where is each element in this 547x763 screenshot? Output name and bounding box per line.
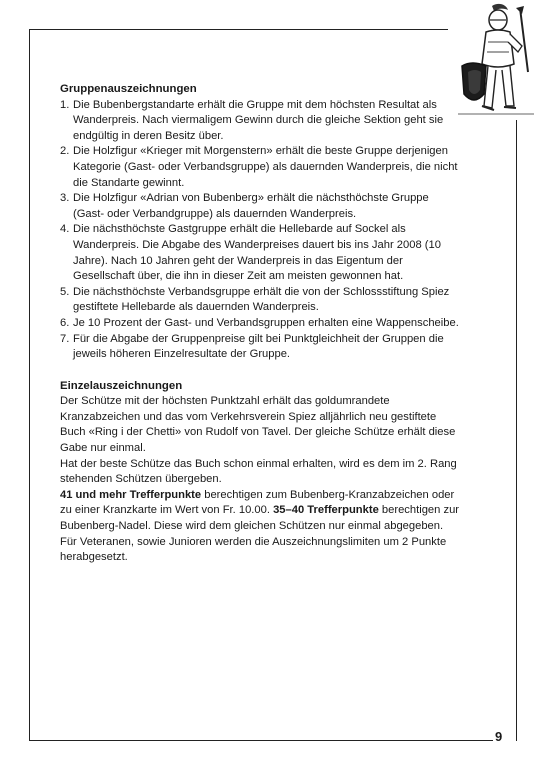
individual-awards-section	[60, 379, 460, 566]
individual-paragraph-2: Hat der beste Schütze das Buch schon einmal erhalten, wird es dem im 2. Rang stehenden Schützen übergeben.	[60, 457, 457, 486]
individual-paragraph-3: 41 und mehr Trefferpunkte berechtigen zum Bubenberg-Kranzabzeichen oder zu einer Kranzkarte im Wert von Fr. 10.00. 35–40 Trefferpunkte berechtigen zur Bubenberg-Nadel. Diese wird dem gleichen Schützen nur einmal abgegeben.	[60, 488, 460, 533]
list-item: 3. Die Holzfigur «Adrian von Bubenberg» erhält die nächsthöchste Gruppe (Gast- oder Verbandgruppe) als dauernden Wanderpreis.	[60, 192, 429, 220]
knight-illustration	[448, 2, 544, 120]
bottom-rule	[29, 740, 493, 741]
list-item: 6. Je 10 Prozent der Gast- und Verbandsgruppen erhalten eine Wappenscheibe.	[60, 316, 459, 329]
individual-paragraph-4: Für Veteranen, sowie Junioren werden die Auszeichnungslimiten um 2 Punkte herabgesetzt.	[60, 535, 447, 564]
document-body	[60, 82, 460, 566]
group-awards-heading: Gruppenauszeichnungen	[60, 83, 197, 95]
group-awards-list	[60, 98, 460, 363]
list-item: 4. Die nächsthöchste Gastgruppe erhält die Hellebarde auf Sockel als Wanderpreis. Die Abgabe des Wanderpreises dauert bis ins Jahr 2008 (10 Jahre). Nach 10 Jahren geht der Wanderpreis in das Eigentum der Gesellschaft über, die ihn in dieser Zeit am meisten gewonnen hat.	[60, 223, 441, 283]
individual-paragraph-1: Der Schütze mit der höchsten Punktzahl erhält das goldumrandete Kranzabzeichen und das vom Verkehrsverein Spiez alljährlich neu gestiftete Buch «Ring i der Chetti» von Rudolf von Tavel. Der gleiche Schütze erhält diese Gabe nur einmal.	[60, 395, 456, 455]
list-item: 7. Für die Abgabe der Gruppenpreise gilt bei Punktgleichheit der Gruppen die jeweils höheren Einzelresultate der Gruppe.	[60, 332, 444, 361]
list-item: 5. Die nächsthöchste Verbandsgruppe erhält die von der Schlossstiftung Spiez gestiftete Hellebarde als dauernden Wanderpreis.	[60, 285, 450, 314]
list-item: 1. Die Bubenbergstandarte erhält die Gruppe mit dem höchsten Resultat als Wanderpreis. Nach viermaligem Gewinn durch die gleiche Sektion geht sie endgültig in deren Besitz über.	[60, 98, 444, 142]
list-item: 2. Die Holzfigur «Krieger mit Morgenstern» erhält die beste Gruppe derjenigen Kategorie (Gast- oder Verbandsgruppe) als dauernden Wanderpreis, die nicht die Standarte gewinnt.	[60, 145, 458, 189]
points-threshold-41: 41 und mehr Trefferpunkte	[60, 488, 202, 501]
points-threshold-35-40: 35–40 Trefferpunkte	[273, 504, 379, 517]
individual-awards-heading: Einzelauszeichnungen	[60, 379, 183, 392]
page-number: 9	[495, 729, 503, 744]
